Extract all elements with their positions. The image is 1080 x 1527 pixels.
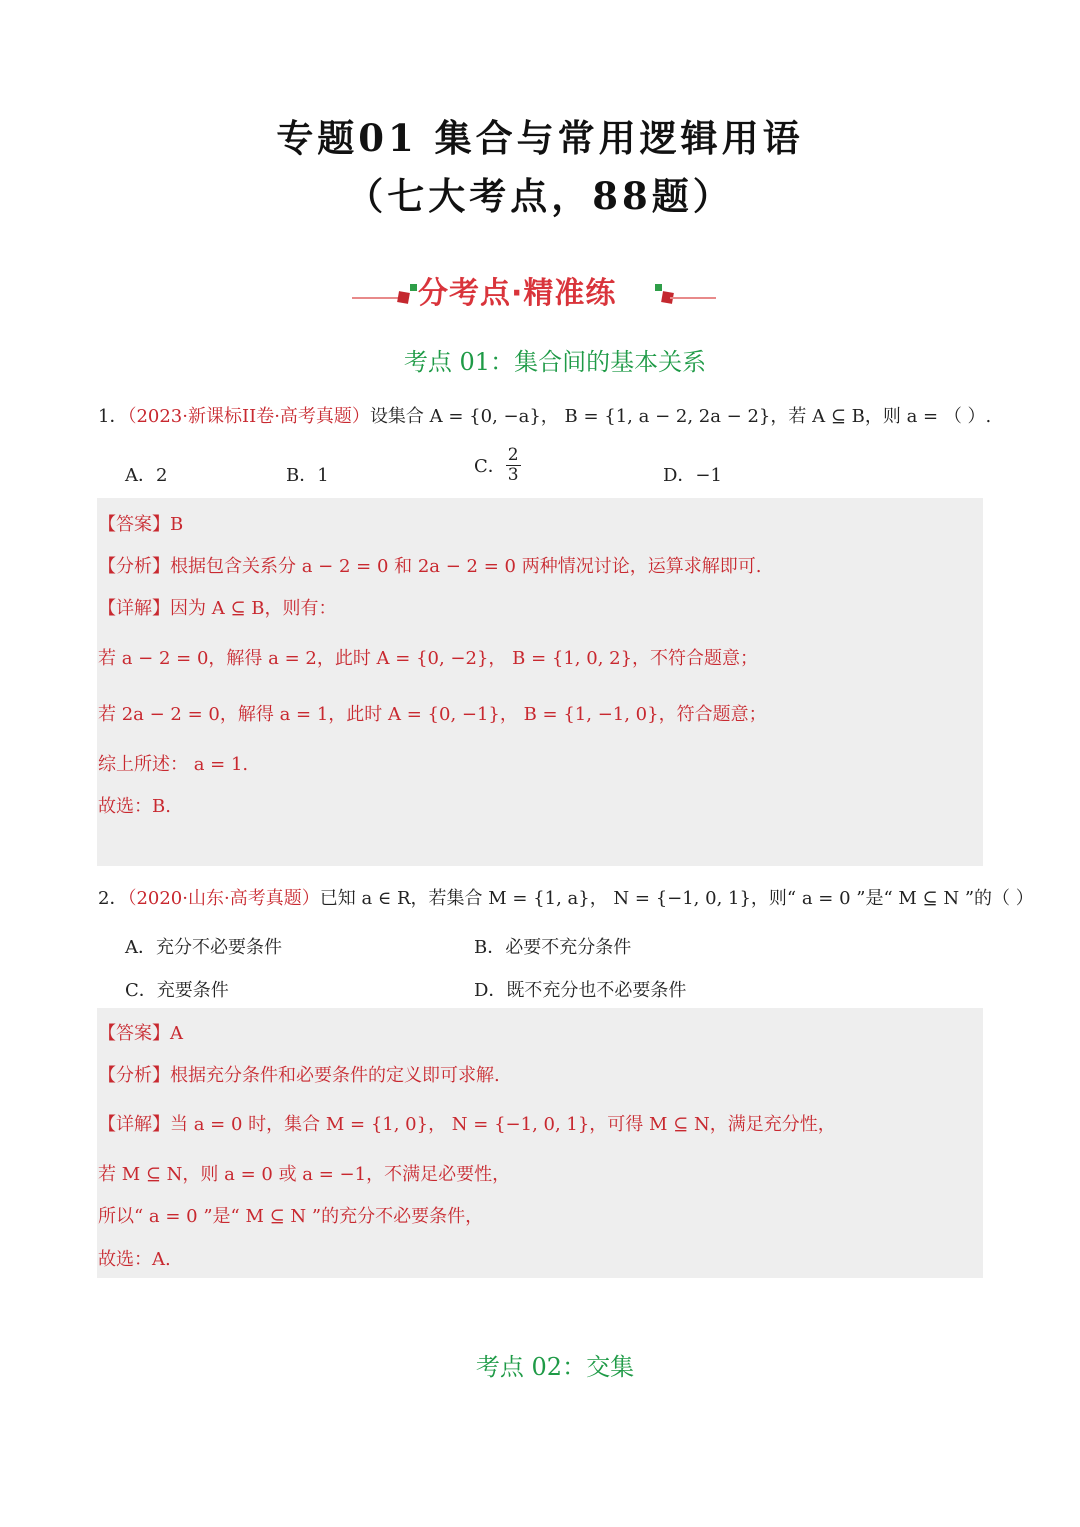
question-2-detail-line-3: 故选：A. — [98, 1249, 171, 1270]
question-2-detail — [98, 1110, 836, 1136]
question-2-option-a: A．充分不必要条件 — [125, 937, 282, 958]
question-2-analysis — [98, 1061, 500, 1087]
detail-tag: 【详解】 — [98, 1114, 170, 1135]
question-1-source: （2023·新课标II卷·高考真题） — [127, 406, 370, 427]
question-2-number: 2． — [98, 888, 128, 909]
question-1-analysis — [98, 552, 761, 578]
analysis-text: 根据充分条件和必要条件的定义即可求解. — [170, 1065, 500, 1086]
banner-left-dot-icon — [410, 284, 417, 291]
answer-value: A — [170, 1023, 183, 1044]
banner-left-line — [352, 297, 400, 299]
question-1-option-c-label: C． — [474, 456, 506, 478]
section-banner — [352, 266, 716, 310]
banner-text: 分考点·精准练 — [418, 276, 617, 311]
document-title-line1: 专题01 集合与常用逻辑用语 — [276, 116, 804, 160]
fraction-denominator: 3 — [507, 464, 519, 485]
analysis-tag: 【分析】 — [98, 556, 170, 577]
document-title-line2: （七大考点，88题） — [346, 174, 734, 218]
question-2-option-d: D．既不充分也不必要条件 — [474, 980, 687, 1001]
question-2-solution-panel — [97, 1008, 983, 1278]
section-heading-01: 考点 01：集合间的基本关系 — [403, 348, 707, 376]
question-1-option-c-fraction — [506, 446, 521, 484]
analysis-text: 根据包含关系分 a − 2 = 0 和 2a − 2 = 0 两种情况讨论，运算求解即可. — [170, 556, 762, 577]
section-heading-02: 考点 02：交集 — [475, 1353, 635, 1381]
question-1-text: 设集合 A = {0, −a}， B = {1, a − 2, 2a − 2}，若 A ⊆ B，则 a = （ ）. — [369, 406, 992, 427]
question-1-detail-line-2: 若 2a − 2 = 0，解得 a = 1，此时 A = {0, −1}， B = {1, −1, 0}，符合题意； — [98, 704, 767, 725]
question-2-source: （2020·山东·高考真题） — [127, 888, 320, 909]
answer-value: B — [170, 514, 184, 535]
question-2-answer — [98, 1019, 183, 1045]
question-1-option-b: B．1 — [286, 465, 329, 486]
question-1-number: 1． — [98, 406, 128, 427]
question-1-detail-line-1: 若 a − 2 = 0，解得 a = 2，此时 A = {0, −2}， B = {1, 0, 2}，不符合题意； — [98, 648, 759, 669]
question-1-option-a: A．2 — [125, 465, 168, 486]
detail-text: 当 a = 0 时，集合 M = {1, 0}， N = {−1, 0, 1}，可得 M ⊆ N，满足充分性， — [170, 1114, 836, 1135]
detail-tag: 【详解】 — [98, 598, 170, 619]
question-1-answer — [98, 510, 183, 536]
answer-tag: 【答案】 — [98, 514, 170, 535]
fraction-numerator: 2 — [507, 445, 519, 465]
question-2-detail-line-1: 若 M ⊆ N，则 a = 0 或 a = −1，不满足必要性， — [98, 1164, 511, 1185]
question-2-detail-line-2: 所以“ a = 0 ”是“ M ⊆ N ”的充分不必要条件， — [98, 1206, 484, 1227]
question-2-option-c: C．充要条件 — [125, 980, 229, 1001]
question-1-option-d: D．−1 — [663, 465, 722, 486]
question-1-detail — [98, 594, 336, 620]
question-2-text: 已知 a ∈ R，若集合 M = {1, a}， N = {−1, 0, 1}，则“ a = 0 ”是“ M ⊆ N ”的（ ） — [319, 888, 1034, 909]
question-1-option-c — [474, 446, 521, 484]
analysis-tag: 【分析】 — [98, 1065, 170, 1086]
banner-left-square-icon — [397, 291, 410, 304]
question-1-stem — [98, 402, 991, 428]
question-2-stem — [98, 884, 1034, 910]
question-2-option-b: B．必要不充分条件 — [474, 937, 632, 958]
question-1-detail-line-4: 故选：B. — [98, 796, 171, 817]
question-1-detail-line-3: 综上所述： a = 1. — [98, 754, 249, 775]
detail-text: 因为 A ⊆ B，则有： — [170, 598, 337, 619]
banner-right-line — [670, 297, 716, 299]
banner-right-dot-icon — [655, 284, 662, 291]
answer-tag: 【答案】 — [98, 1023, 170, 1044]
